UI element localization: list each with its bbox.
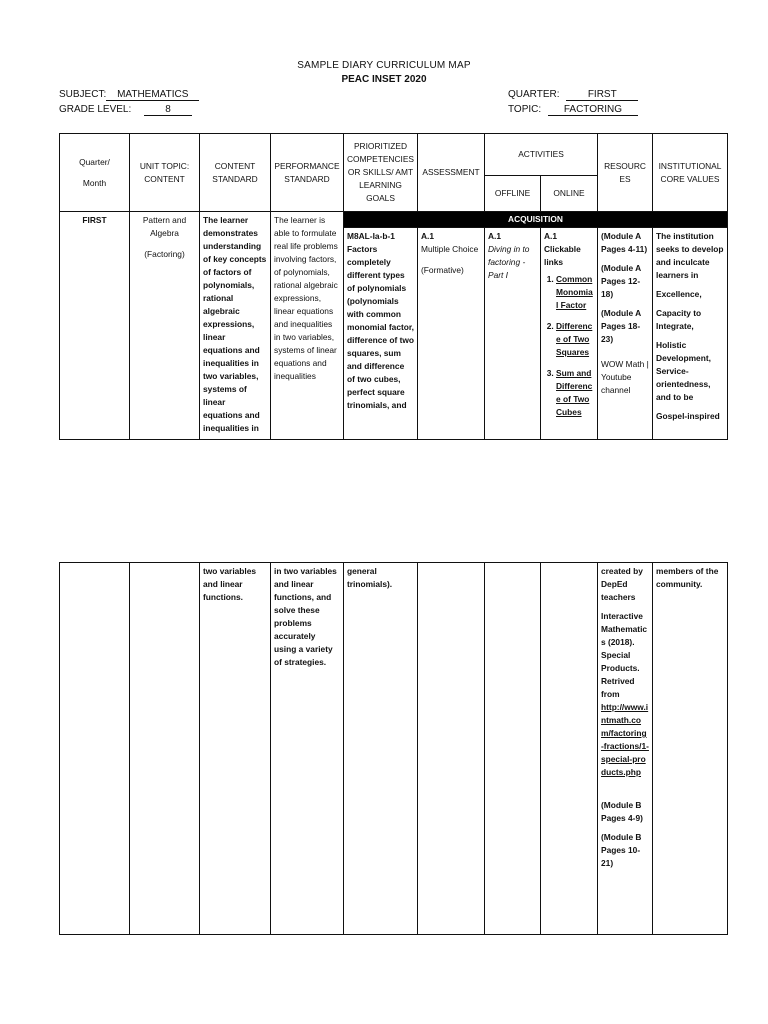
online-link-common-monomial[interactable]: 1. Common Monomial Factor — [556, 273, 594, 312]
header-assessment: ASSESSMENT — [418, 134, 485, 212]
curriculum-table-part1 — [59, 133, 728, 440]
cell-resources: (Module A Pages 4-11) (Module A Pages 12-18) (Module A Pages 18-23) WOW Math | Youtube channel — [598, 228, 653, 440]
cell-unit-topic-cont — [130, 563, 200, 935]
acquisition-banner: ACQUISITION — [344, 212, 728, 228]
cell-performance-standard: The learner is able to formulate real life problems involving factors, of polynomials, rational algebraic expressions, linear equations and inequalities in two variables, systems of linear equations and inequalities — [271, 212, 344, 440]
online-link-sum-difference-cubes[interactable]: 3. Sum and Difference of Two Cubes — [556, 367, 594, 419]
header-quarter-month: Quarter/ Month — [60, 134, 130, 212]
grade-label: GRADE LEVEL: — [59, 104, 132, 115]
cell-online-cont — [541, 563, 598, 935]
subject-value: MATHEMATICS — [106, 89, 199, 101]
header-activities: ACTIVITIES — [485, 134, 598, 176]
header-unit-topic: UNIT TOPIC: CONTENT — [130, 134, 200, 212]
header-content-standard: CONTENT STANDARD — [200, 134, 271, 212]
cell-core-values: The institution seeks to develop and inculcate learners in Excellence, Capacity to Integrate, Holistic Development, Service-orientedness, and to be Gospel-inspired — [653, 228, 728, 440]
online-link-difference-of-squares[interactable]: 2. Difference of Two Squares — [556, 320, 594, 359]
cell-quarter-cont — [60, 563, 130, 935]
cell-content-standard-cont: two variables and linear functions. — [200, 563, 271, 935]
cell-online-activity: A.1 Clickable links 1. Common Monomial Factor 2. Difference of Two Squares 3. Sum and Difference of Two Cubes — [541, 228, 598, 440]
subject-field — [59, 89, 199, 101]
grade-field — [59, 104, 192, 116]
cell-content-standard: The learner demonstrates understanding of key concepts of factors of polynomials, rational algebraic expressions, linear equations and inequalities in two variables, systems of linear equations and inequalities in — [200, 212, 271, 440]
grade-value: 8 — [144, 104, 192, 116]
cell-core-values-cont: members of the community. — [653, 563, 728, 935]
cell-competency: M8AL-Ia-b-1 Factors completely different types of polynomials (polynomials with common monomial factor, difference of two squares, sum and difference of two cubes, perfect square trinomials, and — [344, 228, 418, 440]
topic-field — [508, 104, 638, 116]
cell-resources-cont: created by DepEd teachers Interactive Mathematics (2018). Special Products. Retrived from http://www.intmath.com/factoring-fractions/1-special-products.php (Module B Pages 4-9) (Module B Pages 10-21) — [598, 563, 653, 935]
cell-quarter: FIRST — [60, 212, 130, 440]
header-core-values: INSTITUTIONAL CORE VALUES — [653, 134, 728, 212]
cell-assessment: A.1 Multiple Choice (Formative) — [418, 228, 485, 440]
header-performance-standard: PERFORMANCE STANDARD — [271, 134, 344, 212]
header-online: ONLINE — [541, 176, 598, 212]
cell-offline-cont — [485, 563, 541, 935]
document-title: SAMPLE DIARY CURRICULUM MAP — [297, 60, 471, 71]
header-prioritized-competencies: PRIORITIZED COMPETENCIES OR SKILLS/ AMT LEARNING GOALS — [344, 134, 418, 212]
quarter-value: FIRST — [566, 89, 638, 101]
header-resources: RESOURC ES — [598, 134, 653, 212]
cell-unit-topic: Pattern and Algebra (Factoring) — [130, 212, 200, 440]
document-subtitle: PEAC INSET 2020 — [341, 74, 427, 85]
topic-label: TOPIC: — [508, 104, 542, 115]
cell-performance-standard-cont: in two variables and linear functions, and solve these problems accurately using a variety of strategies. — [271, 563, 344, 935]
cell-competency-cont: general trinomials). — [344, 563, 418, 935]
cell-offline-activity: A.1 Diving in to factoring - Part I — [485, 228, 541, 440]
cell-assessment-cont — [418, 563, 485, 935]
header-offline: OFFLINE — [485, 176, 541, 212]
resource-link[interactable]: http://www.intmath.com/factoring-fractions/1-special-products.php — [601, 702, 649, 777]
curriculum-table-part2 — [59, 562, 728, 935]
topic-value: FACTORING — [548, 104, 638, 116]
quarter-label: QUARTER: — [508, 89, 560, 100]
subject-label: SUBJECT: — [59, 89, 107, 100]
quarter-field — [508, 89, 638, 101]
